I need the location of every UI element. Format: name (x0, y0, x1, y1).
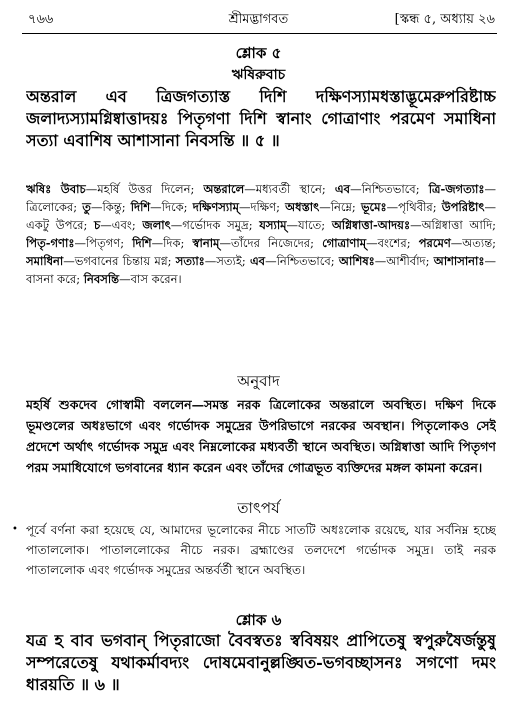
synonym-word: দিশি (130, 200, 151, 214)
translation-text: মহর্ষি শুকদেব গোস্বামী বললেন—সমস্ত নরক ত্রিলোকের অন্তরালে অবস্থিত। দক্ষিণ দিকে ভূমণ্ডলের অধঃভাগে এবং গর্ভোদক সমুদ্রের উপরিভাগে নরকের অবস্থান। পিতৃলোকও সেই প্রদেশে অর্থাৎ গর্ভোদক সমুদ্র এবং নিম্নলোকের মধ্যবর্তী স্থানে অবস্থিত। অগ্নিষ্বাত্তা আদি পিতৃগণ পরম সমাধিযোগে ভগবানের ধ্যান করেন এবং তাঁদের গোত্রভূত ব্যক্তিদের মঙ্গল কামনা করেন। (26, 397, 496, 475)
verse-6-label: শ্লোক ৬ (235, 611, 282, 629)
synonym-meaning: দিকে (161, 200, 184, 214)
synonym-word: অন্তরালে (203, 182, 245, 196)
synonym-meaning: নিশ্চিতভাবে (361, 182, 416, 196)
synonym-word: স্বানাম্ (192, 236, 220, 250)
synonym-meaning: মধ্যবর্তী স্থানে (255, 182, 322, 196)
synonym-meaning: বংশের (377, 236, 407, 250)
synonym-word: দিশি (132, 236, 152, 250)
synonym-word: ভূমেঃ (360, 200, 387, 214)
synonym-meaning: অগ্নিষ্বাত্তা আদি (421, 218, 493, 232)
synonym-meaning: কিন্তু (102, 200, 122, 214)
synonym-word: দক্ষিণস্যাম্ (192, 200, 239, 214)
purport-text: পূর্বে বর্ণনা করা হয়েছে যে, আমাদের ভূলোকের নীচে সাতটি অধঃলোক রয়েছে, যার সর্বনিম্ন হচ্ছে পাতাললোক। পাতাললোকের নীচে নরক। ব্রহ্মাণ্ডের তলদেশে গর্ভোদক সমুদ্র। তাই নরক পাতাললোক এবং গর্ভোদক সমুদ্রের অন্তর্বর্তী স্থানে অবস্থিত। (26, 523, 496, 577)
synonym-meaning: অত্যন্ত (462, 236, 493, 250)
synonym-word: ত্রি-জগত্যাঃ (428, 182, 485, 196)
synonym-meaning: মহর্ষি উত্তর দিলেন (97, 182, 191, 196)
synonym-word: পিতৃ-গণাঃ (26, 236, 75, 250)
verse-6-text: যত্র হ বাব ভগবান্ পিতৃরাজো বৈবস্বতঃ স্ববিষয়ং প্রাপিতেষু স্বপুরুষৈর্জন্তুষু সম্পরেতেষু যথাকর্মাবদ্যং দোষমেবানুল্লঙ্ঘিত-ভগবচ্ছাসনঃ সগণো দমং ধারয়তি ॥ ৬ ॥ (26, 631, 496, 694)
margin-bullet: • (12, 524, 18, 535)
synonym-meaning: বাস করেন। (130, 272, 182, 286)
synonym-meaning: নিম্নে (330, 200, 352, 214)
synonym-word: আশাসানাঃ (433, 254, 485, 268)
synonym-meaning: সত্যই (216, 254, 242, 268)
synonym-meaning: আশীর্বাদ (386, 254, 426, 268)
synonym-word: আশিষঃ (338, 254, 375, 268)
synonym-meaning: নিশ্চিতভাবে (276, 254, 331, 268)
synonym-word: নিবসন্তি (83, 272, 120, 286)
synonym-meaning: পৃথিবীর (398, 200, 433, 214)
synonym-word: সমাধিনা (26, 254, 64, 268)
synonym-word: এব (249, 254, 266, 268)
synonym-meaning: পিতৃগণ (85, 236, 121, 250)
synonym-word: যস্যাম্ (259, 218, 287, 232)
translation-title: অনুবাদ (237, 372, 280, 390)
header-rule (22, 33, 497, 34)
synonym-meaning: একটু উপরে (26, 218, 84, 232)
verse-5-label: শ্লোক ৫ (235, 44, 282, 62)
word-for-word-synonyms: ঋষিঃ উবাচ—মহর্ষি উত্তর দিলেন; অন্তরালে—মধ্যবর্তী স্থানে; এব—নিশ্চিতভাবে; ত্রি-জগত্যাঃ—ত্রিলোকের; তু—কিন্তু; দিশি—দিকে; দক্ষিণস্যাম্—দক্ষিণ; অধস্তাৎ—নিম্নে; ভূমেঃ—পৃথিবীর; উপরিষ্টাৎ—একটু উপরে; চ—এবং; জলাৎ—গর্ভোদক সমুদ্র; যস্যাম্—যাতে; অগ্নিষ্বাত্তা-আদয়ঃ—অগ্নিষ্বাত্তা আদি; পিতৃ-গণাঃ—পিতৃগণ; দিশি—দিক; স্বানাম্—তাঁদের নিজেদের; গোত্রাণাম্—বংশের; পরমেণ—অত্যন্ত; সমাধিনা—ভগবানের চিন্তায় মগ্ন; সত্যাঃ—সত্যই; এব—নিশ্চিতভাবে; আশিষঃ—আশীর্বাদ; আশাসানাঃ—বাসনা করে; নিবসন্তি—বাস করেন। (26, 182, 496, 286)
synonym-word: গোত্রাণাম্ (322, 236, 367, 250)
purport-title: তাৎপর্য (237, 499, 280, 517)
synonym-meaning: যাতে (298, 218, 322, 232)
synonym-word: তু (82, 200, 91, 214)
synonym-meaning: গর্ভোদক সমুদ্র (182, 218, 249, 232)
synonym-meaning: বাসনা করে (26, 272, 77, 286)
synonym-word: অগ্নিষ্বাত্তা-আদয়ঃ (331, 218, 411, 232)
synonym-meaning: ত্রিলোকের (26, 200, 74, 214)
synonym-word: পরমেণ (418, 236, 451, 250)
synonym-word: চ (94, 218, 101, 232)
running-title: শ্রীমদ্ভাগবত (228, 12, 289, 27)
synonym-word: অধস্তাৎ (285, 200, 320, 214)
synonym-meaning: এবং (111, 218, 132, 232)
synonym-meaning: ভগবানের চিন্তায় মগ্ন (74, 254, 168, 268)
synonym-word: জলাৎ (142, 218, 171, 232)
synonym-word: ঋষিঃ উবাচ (26, 182, 86, 196)
speaker-label: ঋষিরুবাচ (231, 67, 286, 83)
synonym-meaning: দিক (163, 236, 181, 250)
synonym-word: উপরিষ্টাৎ (441, 200, 485, 214)
synonym-meaning: তাঁদের নিজেদের (230, 236, 311, 250)
synonym-word: সত্যাঃ (175, 254, 205, 268)
chapter-reference: [স্কন্ধ ৫, অধ্যায় ২৬ (394, 12, 495, 27)
synonym-meaning: দক্ষিণ (250, 200, 277, 214)
verse-5-text: অন্তরাল এব ত্রিজগত্যাস্ত দিশি দক্ষিণস্যামধস্তাদ্ভূমেরুপরিষ্টাচ্চ জলাদ্যস্যামগ্নিষ্বাত্তাদয়ঃ পিতৃগণা দিশি স্বানাং গোত্রাণাং পরমেণ সমাধিনা সত্যা এবাশিষ আশাসানা নিবসন্তি ॥ ৫ ॥ (26, 87, 496, 150)
page-number: ৭৬৬ (28, 12, 54, 27)
synonym-word: এব (334, 182, 351, 196)
